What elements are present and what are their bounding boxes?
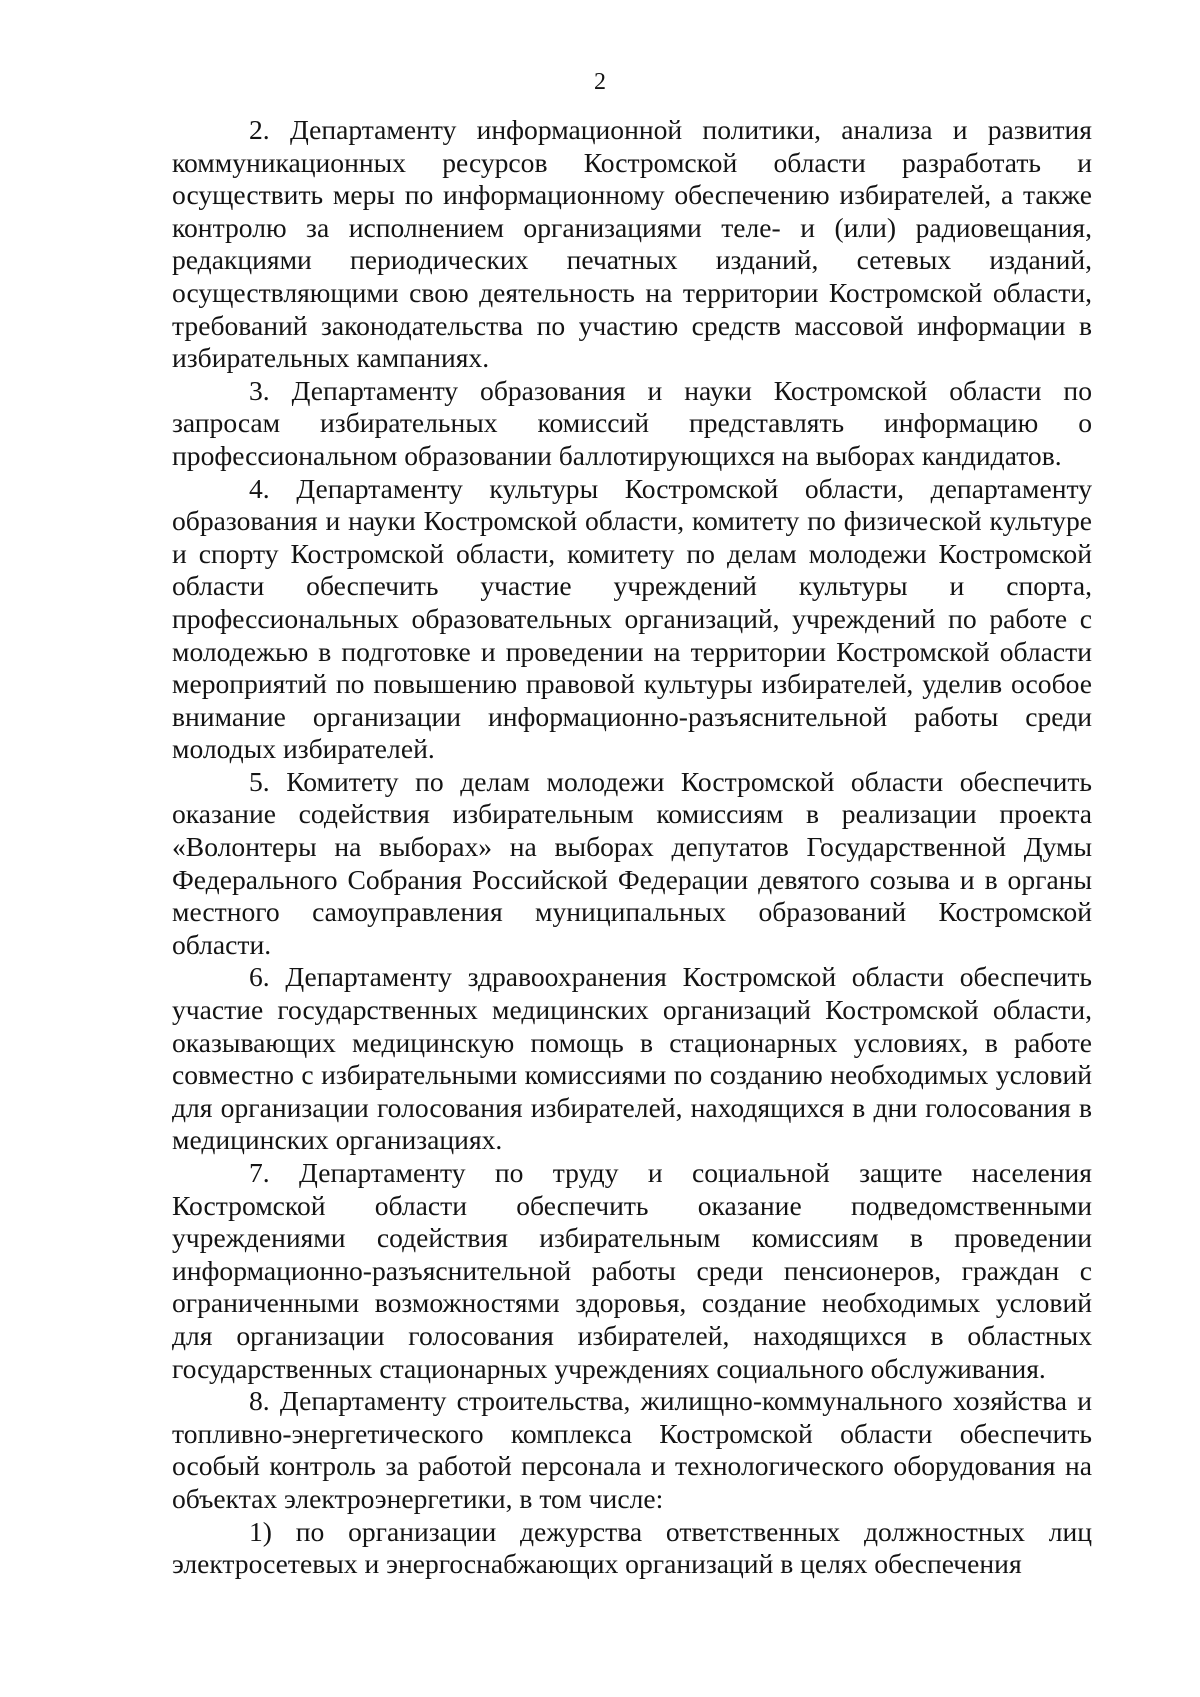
paragraph-item-3: 3. Департаменту образования и науки Костромской области по запросам избирательных комиссий представлять информацию о профессиональном образовании баллотирующихся на выборах кандидатов. [172,374,1092,471]
paragraph-item-8: 8. Департаменту строительства, жилищно-коммунального хозяйства и топливно-энергетического комплекса Костромской области обеспечить особый контроль за работой персонала и технологического оборудования на объектах электроэнергетики, в том числе: [172,1385,1092,1514]
paragraph-item-2: 2. Департаменту информационной политики, анализа и развития коммуникационных ресурсов Костромской области разработать и осуществить меры по информационному обеспечению избирателей, а также контролю за исполнением организациями теле- и (или) радиовещания, редакциями периодических печатных изданий, сетевых изданий, осуществляющими свою деятельность на территории Костромской области, требований законодательства по участию средств массовой информации в избирательных кампаниях. [172,114,1092,374]
paragraph-item-4: 4. Департаменту культуры Костромской области, департаменту образования и науки Костромской области, комитету по физической культуре и спорту Костромской области, комитету по делам молодежи Костромской области обеспечить участие учреждений культуры и спорта, профессиональных образовательных организаций, учреждений по работе с молодежью в подготовке и проведении на территории Костромской области мероприятий по повышению правовой культуры избирателей, уделив особое внимание организации информационно-разъяснительной работы среди молодых избирателей. [172,472,1092,765]
paragraph-item-6: 6. Департаменту здравоохранения Костромской области обеспечить участие государственных медицинских организаций Костромской области, оказывающих медицинскую помощь в стационарных условиях, в работе совместно с избирательными комиссиями по созданию необходимых условий для организации голосования избирателей, находящихся в дни голосования в медицинских организациях. [172,961,1092,1156]
paragraph-item-5: 5. Комитету по делам молодежи Костромской области обеспечить оказание содействия избирательным комиссиям в реализации проекта «Волонтеры на выборах» на выборах депутатов Государственной Думы Федерального Собрания Российской Федерации девятого созыва и в органы местного самоуправления муниципальных образований Костромской области. [172,765,1092,960]
page-number: 2 [594,69,606,95]
paragraph-subitem-1: 1) по организации дежурства ответственных должностных лиц электросетевых и энергоснабжающих организаций в целях обеспечения [172,1515,1092,1580]
paragraph-item-7: 7. Департаменту по труду и социальной защите населения Костромской области обеспечить оказание подведомственными учреждениями содействия избирательным комиссиям в проведении информационно-разъяснительной работы среди пенсионеров, граждан с ограниченными возможностями здоровья, создание необходимых условий для организации голосования избирателей, находящихся в областных государственных стационарных учреждениях социального обслуживания. [172,1157,1092,1384]
document-body [172,114,1092,1581]
